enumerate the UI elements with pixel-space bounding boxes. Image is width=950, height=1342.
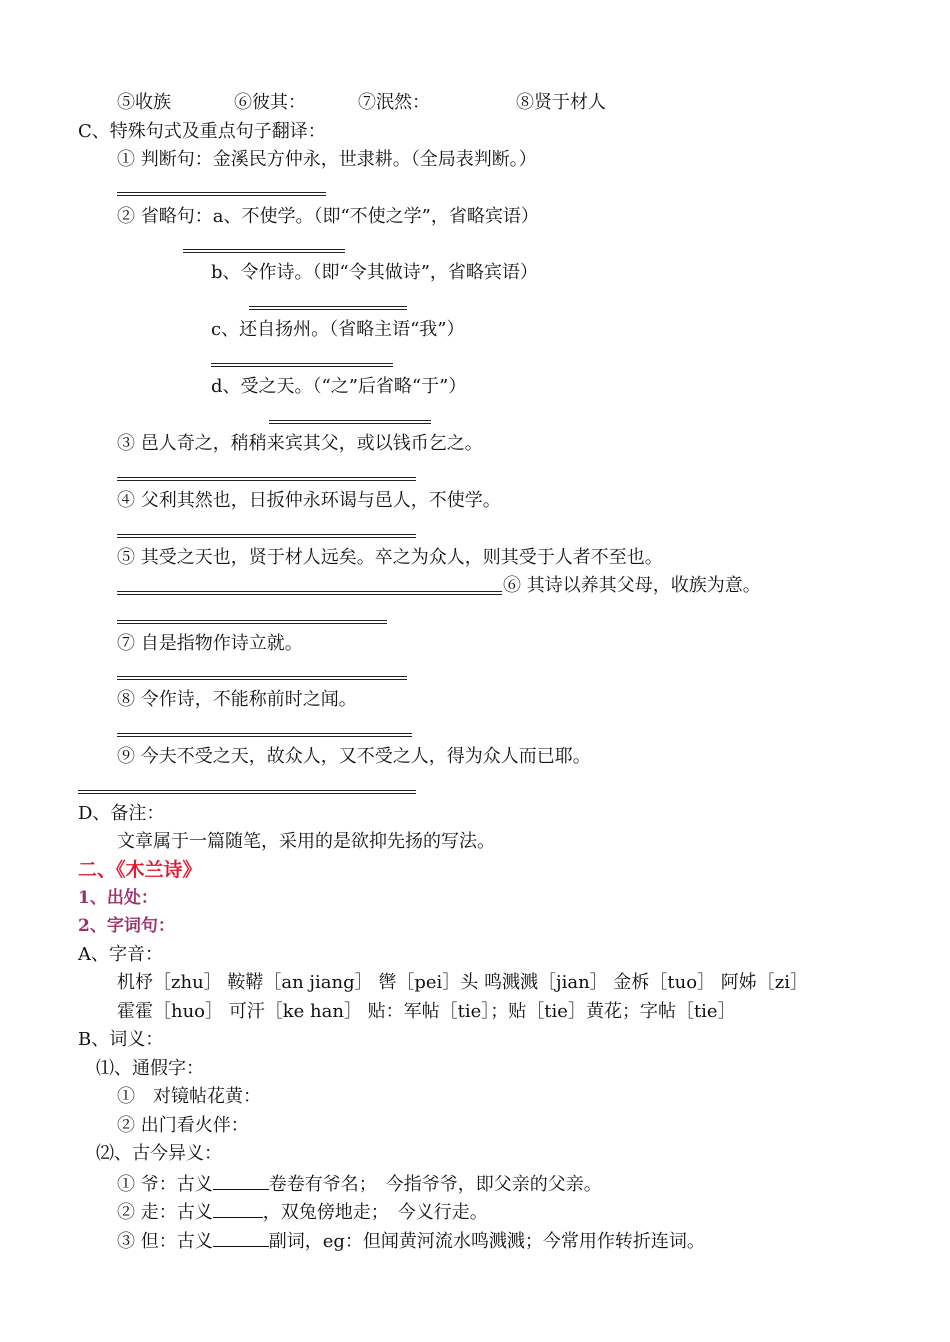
ancient-modern-1-suffix: 卷卷有爷名； 今指爷爷，即父亲的父亲。 <box>268 1174 602 1195</box>
sentence-6: ⑥ 其诗以养其父母，收族为意。 <box>503 575 761 596</box>
answer-line-8[interactable] <box>117 733 412 737</box>
answer-line-2a[interactable] <box>183 249 345 253</box>
answer-line-4[interactable] <box>117 534 416 538</box>
answer-line-2b[interactable] <box>249 306 407 310</box>
word-item-6: ⑥彼其： <box>234 92 306 113</box>
part-2-heading-1: 1、出处： <box>78 888 158 908</box>
meaning-title: B、词义： <box>78 1029 164 1050</box>
ancient-modern-1-prefix: ① 爷：古义 <box>117 1174 213 1195</box>
sentence-3: ③ 邑人奇之，稍稍来宾其父，或以钱币乞之。 <box>117 433 483 454</box>
ancient-modern-1 <box>117 1171 602 1197</box>
pronunciation-title: A、字音： <box>78 944 163 965</box>
part-2-title: 二、《木兰诗》 <box>78 859 202 881</box>
answer-line-9[interactable] <box>78 790 416 794</box>
sentence-2c: c、还自扬州。（省略主语“我”） <box>211 319 465 340</box>
sentence-5: ⑤ 其受之天也，贤于材人远矣。卒之为众人，则其受于人者不至也。 <box>117 547 663 568</box>
sentence-4: ④ 父利其然也，日扳仲永环谒与邑人，不使学。 <box>117 490 501 511</box>
section-c-title: C、特殊句式及重点句子翻译： <box>78 121 326 142</box>
loan-word-1: ① 对镜帖花黄： <box>117 1086 261 1107</box>
answer-line-2c[interactable] <box>211 363 393 367</box>
answer-line-6[interactable] <box>117 620 387 624</box>
word-item-5: ⑤收族 <box>117 92 171 113</box>
fill-blank-1[interactable] <box>213 1171 269 1190</box>
section-d-note: 文章属于一篇随笔，采用的是欲抑先扬的写法。 <box>117 831 495 852</box>
answer-line-5[interactable] <box>117 591 502 595</box>
sentence-7: ⑦ 自是指物作诗立就。 <box>117 633 303 654</box>
sentence-2b: b、令作诗。（即“令其做诗”，省略宾语） <box>211 262 538 283</box>
sentence-2a: ② 省略句：a、不使学。（即“不使之学”，省略宾语） <box>117 206 539 227</box>
ancient-modern-2 <box>117 1199 488 1225</box>
section-d-title: D、备注： <box>78 803 165 824</box>
word-item-8: ⑧贤于材人 <box>516 92 606 113</box>
loan-word-2: ② 出门看火伴： <box>117 1115 249 1136</box>
sentence-1: ① 判断句：金溪民方仲永，世隶耕。（全局表判断。） <box>117 149 537 170</box>
answer-line-1[interactable] <box>117 192 326 196</box>
ancient-modern-3-suffix: 副词，eg：但闻黄河流水鸣溅溅；今常用作转折连词。 <box>268 1231 705 1252</box>
ancient-modern-title: ⑵、古今异义： <box>96 1143 222 1164</box>
loan-words-title: ⑴、通假字： <box>96 1058 204 1079</box>
pronunciation-line-1: 机杼［zhu］ 鞍鞯［an jiang］ 辔［pei］头 鸣溅溅［jian］ 金柝［tuo］ 阿姊［zi］ <box>117 972 809 993</box>
answer-line-2d[interactable] <box>269 420 431 424</box>
answer-line-7[interactable] <box>117 676 407 680</box>
answer-line-3[interactable] <box>117 477 416 481</box>
word-item-7: ⑦泯然： <box>358 92 430 113</box>
sentence-8: ⑧ 令作诗，不能称前时之闻。 <box>117 689 357 710</box>
fill-blank-2[interactable] <box>213 1199 263 1218</box>
ancient-modern-3 <box>117 1228 705 1254</box>
pronunciation-line-2: 霍霍［huo］ 可汗［ke han］ 贴：军帖［tie］；贴［tie］黄花；字帖［tie］ <box>117 1001 736 1022</box>
ancient-modern-2-suffix: ，双兔傍地走； 今义行走。 <box>262 1202 488 1223</box>
sentence-9: ⑨ 今夫不受之天，故众人，又不受之人，得为众人而已耶。 <box>117 746 591 767</box>
ancient-modern-2-prefix: ② 走：古义 <box>117 1202 213 1223</box>
sentence-2d: d、受之天。（“之”后省略“于”） <box>211 376 467 397</box>
part-2-heading-2: 2、字词句： <box>78 916 175 936</box>
fill-blank-3[interactable] <box>213 1228 269 1247</box>
ancient-modern-3-prefix: ③ 但：古义 <box>117 1231 213 1252</box>
